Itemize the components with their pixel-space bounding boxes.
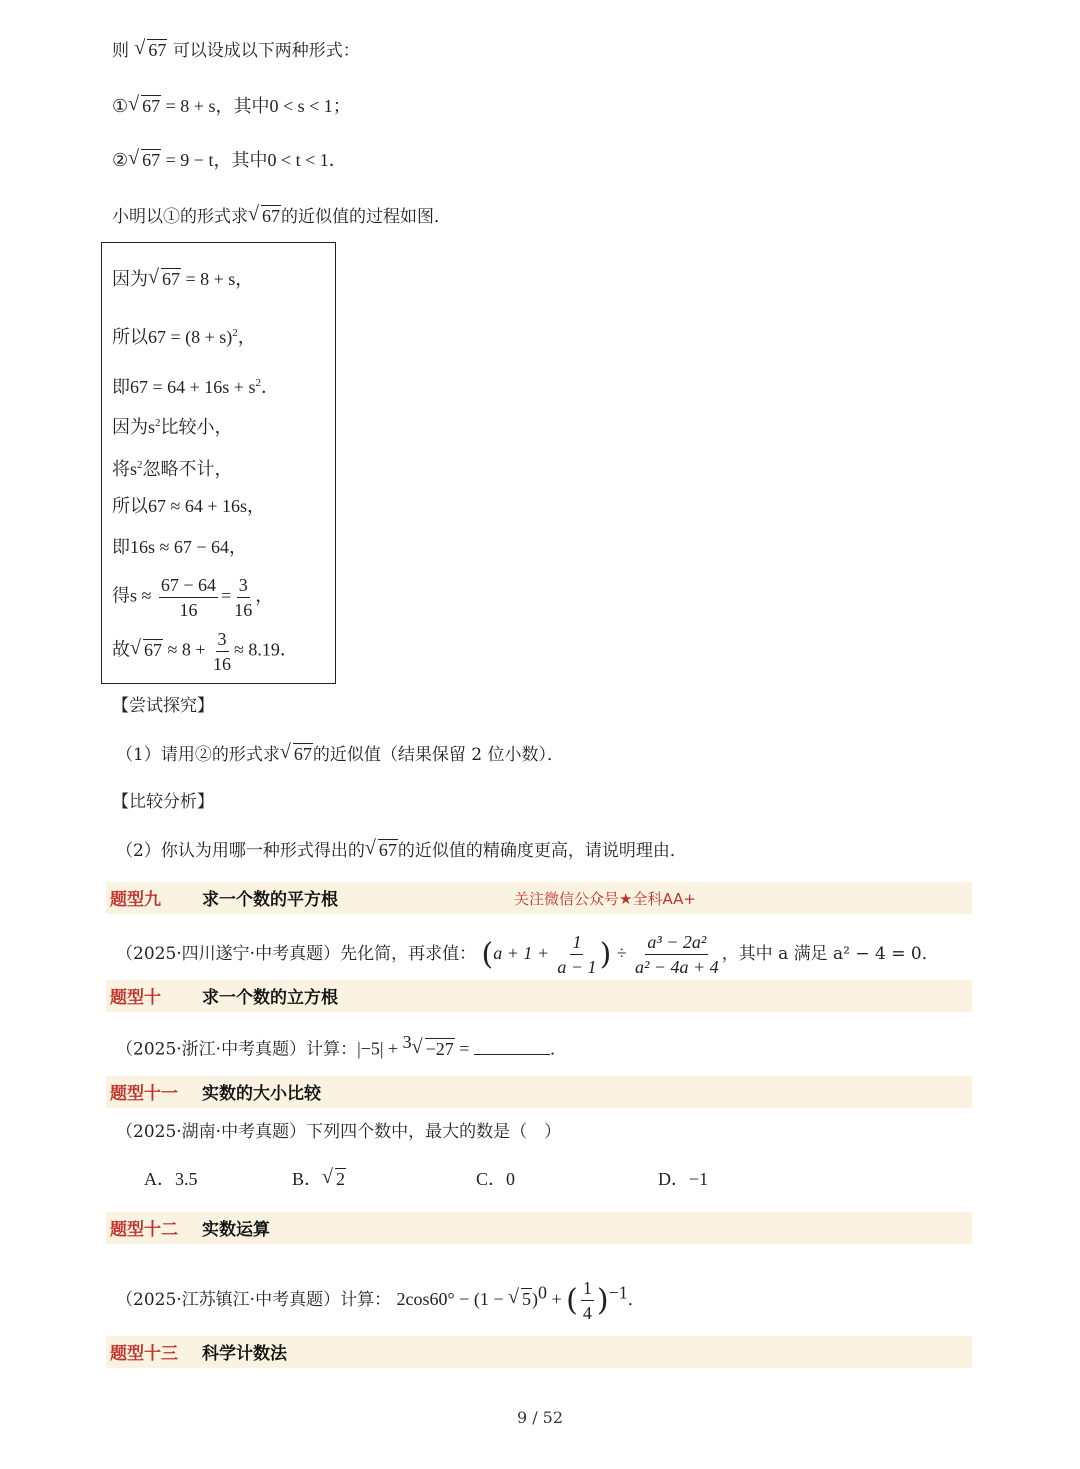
option-b: B．√ 2 [292,1165,346,1193]
option-a: A．3.5 [144,1169,198,1189]
section-tag: 题型十三 [110,1344,178,1364]
process-intro [112,202,451,231]
section-header [106,980,972,1012]
form-1 [112,92,351,120]
problem-q9: （2025·四川遂宁·中考真题）先化简，再求值： (a + 1 + $\frac{1}{a - 1}$ ) ÷ $\frac{\text{a³ − 2a²}}{\text{a² − 4a + 4}}$ ，其中 a 满足 a² − 4 = 0． [116,932,939,977]
step-5: 将$s^2$忽略不计， [112,459,233,479]
heading-explore: 【尝试探究】 [112,696,214,716]
section-title: 实数的大小比较 [202,1084,321,1104]
section-tag: 题型十一 [110,1084,178,1104]
section-title: 科学计数法 [202,1344,287,1364]
step-6: 所以67 ≈ 64 + 16s， [112,496,266,516]
step-2: 所以$67 = (8 + s)^2$， [112,327,256,347]
solution-box [101,242,336,684]
sqrt-67: √ 67 [130,92,161,120]
text: 可以设成以下两种形式： [172,41,360,61]
option-c: C．0 [476,1169,516,1189]
fraction: $\frac{\text{a³ − 2a²}}{\text{a² − 4a + 4}}$ [634,932,719,977]
answer-blank[interactable] [474,1036,550,1055]
form-2 [112,146,347,174]
text: 小明以①的形式求 [112,207,248,227]
section-tag: 题型十二 [110,1220,178,1240]
intro-line [112,36,360,65]
sqrt-67: √ 67 [130,146,161,174]
option-d: D．−1 [658,1169,709,1189]
circled-number: ① [112,96,129,116]
watermark-text: 关注微信公众号★全科AA+ [514,890,696,908]
text: 则 [112,41,129,61]
section-header [106,1076,972,1108]
step-8: 得s ≈ $\frac{67 - 64}{16}$ = $\frac{3}{16}$ ， [112,575,274,620]
text: 的近似值的过程如图． [281,207,451,227]
step-3: 即$67 = 64 + 16s + s^2$． [112,377,279,397]
section-header [106,1212,972,1244]
sqrt-67: √ 67 [136,36,167,64]
section-tag: 题型十 [110,988,161,1008]
problem-q11: （2025·湖南·中考真题）下列四个数中，最大的数是（ ） [116,1122,562,1142]
section-title: 求一个数的平方根 [202,890,338,910]
step-1: 因为√ 67 = 8 + s， [112,265,253,293]
condition: ，其中0 < s < 1； [215,96,351,116]
step-7: 即16s ≈ 67 − 64， [112,537,248,557]
fraction: $\frac{67 - 64}{16}$ [160,575,217,620]
page-number: 9 / 52 [516,1408,564,1427]
sqrt-67: √ 67 [250,202,281,230]
condition: ，其中0 < t < 1． [213,150,347,170]
question-2: （2）你认为用哪一种形式得出的√ 67的近似值的精确度更高，请说明理由． [116,836,687,865]
equation: = 9 − t [161,150,214,170]
problem-q12: （2025·江苏镇江·中考真题）计算： 2cos60° − (1 − √ 5)$^0$ + ( $\frac{1}{4}$ )$^{-1}$． [116,1276,645,1325]
fraction: $\frac{1}{a - 1}$ [557,932,597,977]
heading-compare: 【比较分析】 [112,792,214,812]
problem-q10: （2025·浙江·中考真题）计算：|−5| + $^3$√ −27 = ． [116,1028,567,1064]
section-header [106,1336,972,1368]
question-1: （1）请用②的形式求√ 67的近似值（结果保留 2 位小数）． [116,740,564,769]
section-title: 求一个数的立方根 [202,988,338,1008]
fraction: $\frac{1}{4}$ [582,1278,592,1323]
equation: = 8 + s [161,96,216,116]
section-tag: 题型九 [110,890,161,910]
fraction: $\frac{3}{16}$ [213,629,232,674]
step-9: 故√ 67 ≈ 8 + $\frac{3}{16}$ ≈ 8.19． [112,627,298,676]
fraction: $\frac{3}{16}$ [234,575,253,620]
step-4: 因为$s^2$比较小， [112,417,233,437]
circled-number: ② [112,150,129,170]
section-title: 实数运算 [202,1220,270,1240]
